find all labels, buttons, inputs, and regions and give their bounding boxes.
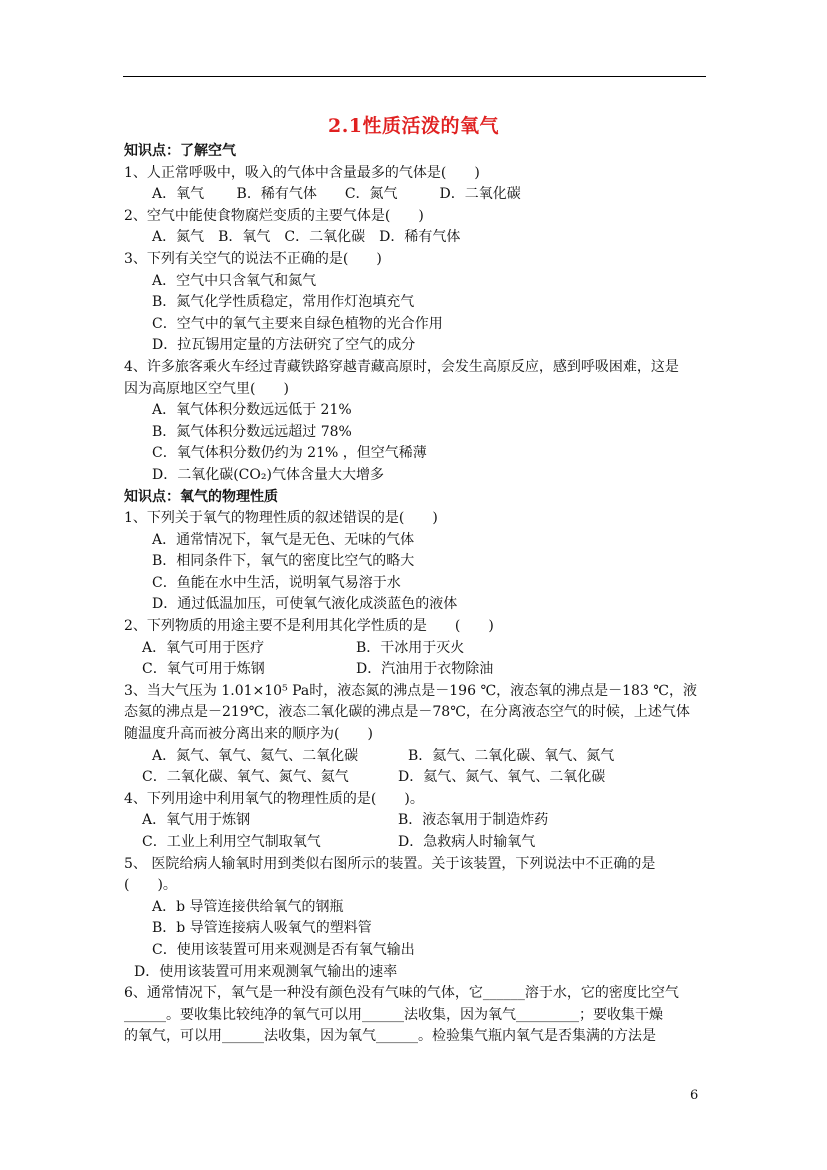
question-text: 5、 医院给病人输氧时用到类似右图所示的装置。关于该装置，下列说法中不正确的是: [124, 855, 656, 872]
question-text: 4、下列用途中利用氧气的物理性质的是( )。: [124, 790, 424, 807]
answer-option: B．液态氧用于制造炸药: [398, 812, 549, 829]
question-text: ( )。: [124, 877, 177, 894]
question-text: ______。要收集比较纯净的氧气可以用______法收集，因为氧气_________；要收集干燥: [124, 1006, 663, 1023]
answer-option: D．通过低温加压，可使氧气液化成淡蓝色的液体: [152, 596, 458, 613]
answer-option-row: [124, 659, 708, 681]
answer-option: B．相同条件下，氧气的密度比空气的略大: [152, 553, 415, 570]
question-text: 1、下列关于氧气的物理性质的叙述错误的是( ): [124, 510, 438, 527]
answer-option-row: [124, 810, 708, 832]
answer-option: C．使用该装置可用来观测是否有氧气输出: [152, 941, 415, 958]
document-body: [124, 141, 708, 1048]
answer-options: A．氮气 B．氧气 C．二氧化碳 D．稀有气体: [152, 229, 461, 246]
answer-option: C．二氧化碳、氧气、氮气、氦气: [142, 769, 349, 786]
answer-option: A．b 导管连接供给氧气的钢瓶: [152, 898, 344, 915]
answer-option: A．空气中只含氧气和氮气: [152, 272, 317, 289]
answer-option: B．氮气体积分数远远超过 78%: [152, 423, 352, 440]
question-text: 4、许多旅客乘火车经过青藏铁路穿越青藏高原时，会发生高原反应，感到呼吸困难，这是: [124, 358, 679, 375]
answer-option: C．氧气体积分数仍约为 21% ，但空气稀薄: [152, 445, 427, 462]
answer-option-row: [124, 767, 708, 789]
section-heading: 知识点：氧气的物理性质: [124, 488, 278, 505]
answer-option: D．拉瓦锡用定量的方法研究了空气的成分: [152, 337, 416, 354]
answer-option: B．b 导管连接病人吸氧气的塑料管: [152, 920, 372, 937]
answer-option: C．工业上利用空气制取氧气: [142, 834, 321, 850]
question-text: 的氧气，可以用______法收集，因为氧气______。检验集气瓶内氧气是否集满的方法是: [124, 1028, 656, 1045]
answer-option: D．急救病人时输氧气: [398, 834, 536, 850]
question-text: 1、人正常呼吸中，吸入的气体中含量最多的气体是( ): [124, 164, 480, 181]
answer-option-row: [124, 638, 708, 660]
answer-option: B．氮气化学性质稳定，常用作灯泡填充气: [152, 294, 415, 311]
answer-option: A．氧气体积分数远远低于 21%: [152, 402, 352, 419]
answer-option-row: [124, 746, 708, 768]
answer-option: D．使用该装置可用来观测氧气输出的速率: [134, 963, 398, 980]
page-number: 6: [690, 1088, 699, 1103]
answer-option: C．氧气可用于炼钢: [142, 661, 265, 678]
answer-options: A．氧气 B．稀有气体 C．氮气 D．二氧化碳: [152, 186, 521, 203]
section-heading: 知识点：了解空气: [124, 143, 236, 159]
answer-option: A．通常情况下，氧气是无色、无味的气体: [152, 531, 415, 548]
answer-option: A．氧气用于炼钢: [142, 812, 251, 829]
answer-option: D．二氧化碳(CO₂)气体含量大大增多: [152, 466, 384, 483]
question-text: 因为高原地区空气里( ): [124, 380, 289, 397]
answer-option-row: [124, 832, 708, 854]
answer-option: D．氦气、氮气、氧气、二氧化碳: [398, 769, 606, 786]
answer-option: B．干冰用于灭火: [356, 639, 465, 656]
answer-option: A．氧气可用于医疗: [142, 639, 265, 656]
question-text: 3、当大气压为 1.01×10⁵ Pa时，液态氮的沸点是－196 ℃，液态氧的沸点是－183 ℃，液: [124, 682, 697, 699]
header-rule: [123, 76, 706, 77]
question-text: 随温度升高而被分离出来的顺序为( ): [124, 726, 373, 743]
answer-option: A．氮气、氧气、氦气、二氧化碳: [152, 747, 359, 764]
question-text: 3、下列有关空气的说法不正确的是( ): [124, 250, 382, 267]
question-text: 态氦的沸点是－219℃，液态二氧化碳的沸点是－78℃，在分离液态空气的时候，上述气体: [124, 704, 690, 721]
question-text: 2、下列物质的用途主要不是利用其化学性质的是 ( ): [124, 618, 494, 635]
answer-option: D．汽油用于衣物除油: [356, 661, 494, 678]
answer-option: C．鱼能在水中生活，说明氧气易溶于水: [152, 574, 401, 591]
question-text: 6、通常情况下，氧气是一种没有颜色没有气味的气体，它______溶于水，它的密度比空气: [124, 985, 679, 1002]
question-text: 2、空气中能使食物腐烂变质的主要气体是( ): [124, 207, 424, 224]
answer-option: B．氦气、二氧化碳、氧气、氮气: [408, 747, 615, 764]
page-title: 2.1性质活泼的氧气: [327, 115, 500, 137]
answer-option: C．空气中的氧气主要来自绿色植物的光合作用: [152, 315, 443, 332]
